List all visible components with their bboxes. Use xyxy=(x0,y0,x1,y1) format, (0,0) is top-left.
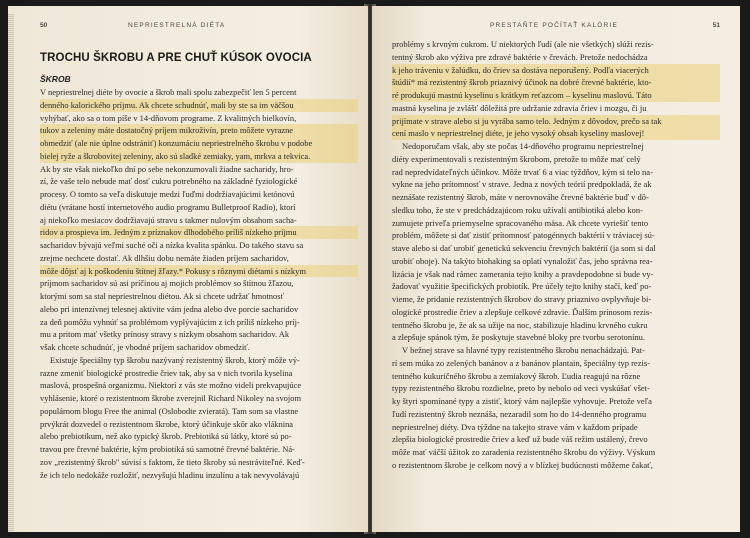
text-line: vykne na jeho prítomnosť v strave. Jedna z nových teórií predpokladá, že ak xyxy=(392,179,652,190)
text-line: tentného kukuričného škrobu a zemiakový škrob. Ľudia reagujú na rôzne xyxy=(392,370,641,381)
text-line: žadovať využitie špecifických probiotík. Pre účely tejto knihy stačí, keď po- xyxy=(392,281,652,292)
text-line: tentného škrobu je, že ak sa užije na noc, stabilizuje hladinu krvného cukru xyxy=(392,319,648,330)
section-title: ŠKROB xyxy=(40,74,71,84)
text-line: razne zmeniť biologické prostredie čriev tak, aby sa v nich tvorila kyselina xyxy=(40,367,293,378)
running-head-title-left: NEPRIESTRELNÁ DIÉTA xyxy=(128,22,226,29)
text-line: ologické prostredie čriev a zlepšuje celkové zdravie. Ďalším prínosom rezis- xyxy=(392,306,653,317)
page-number-left: 50 xyxy=(40,22,48,29)
page-edge xyxy=(8,14,14,532)
left-running-head xyxy=(40,22,358,36)
text-line: k jeho tráveniu v žalúdku, do čriev sa dostáva neporušený. Podľa viacerých xyxy=(392,64,720,77)
text-line: prvýkrát dozvedel o rezistentnom škrobe, ktorý účinkuje skôr ako vláknina xyxy=(40,418,294,429)
text-line: ky štyri spomínané typy a zistiť, ktorý vám najlepšie vyhovuje. Pretože veľa xyxy=(392,396,652,406)
text-line: vyhlásenie, ktoré o rezistentnom škrobe zverejnil Richard Nikoley na svojom xyxy=(40,393,302,403)
text-line: môže dôjsť aj k poškodeniu štítnej žľazy.* Pokusy s rôznymi diétami s nízkym xyxy=(40,265,358,278)
text-line: lizácia je však nad rámec zamerania tejto knihy a pravdepodobne si bude vy- xyxy=(392,268,654,279)
text-line: zov „rezistentný škrob" súvisí s faktom, že tieto škroby sú nestráviteľné. Keď- xyxy=(40,456,305,467)
text-line: o rezistentnom škrobe je celkom nový a v blízkej budúcnosti môžeme čakať, xyxy=(392,459,653,470)
text-line: zlepšia biologické prostredie čriev a keď už bude váš režim ustálený, črevo xyxy=(392,434,648,445)
text-line: sacharidov bývajú veľmi suché oči a nízka kvalita spánku. Do takého stavu sa xyxy=(40,240,304,250)
left-body-text xyxy=(40,86,358,481)
text-line: štúdií* má rezistentný škrob priaznivý účinok na dobré črevné baktérie, kto- xyxy=(392,76,720,89)
left-page xyxy=(8,6,368,532)
text-line: aj niekoľko mesiacov dodržiavajú stravu s takmer nulovým obsahom sachа- xyxy=(40,214,297,225)
text-line: môže mať väčší úžitok zo zaradenia rezistentného škrobu do výživy. Výskum xyxy=(392,447,656,457)
right-running-head xyxy=(392,22,720,36)
text-line: alebo pri intenzívnej telesnej aktivite vám jedna alebo dve porcie sacharidov xyxy=(40,303,299,314)
page-number-right: 51 xyxy=(712,22,720,29)
text-line: rad nepredvídateľných účinkov. Môže trvať 6 a viac týždňov, kým si telo na- xyxy=(392,166,653,177)
running-head-title-right: PRESTAŇTE POČÍTAŤ KALÓRIE xyxy=(490,22,618,29)
text-line: rí sem múka zo zelených banánov a z banánov plantain, špeciálny typ rezis- xyxy=(392,357,650,368)
text-line: tentný škrob ako výživa pre zdravé baktérie v črevách. Pretože nedochádza xyxy=(392,51,648,62)
text-line: že ich telo nedokáže rozložiť, nezvyšujú hladinu inzulínu a tak nevyvolávajú xyxy=(40,469,300,480)
text-line: mu a pritom mať všetky prínosy stravy s nízkym obsahom sacharidov. Ak xyxy=(40,329,290,340)
text-line: sledku toho, že ste v predchádzajúcom roku užívali antibiotiká alebo kon- xyxy=(392,204,643,215)
text-line: urobiť oboje). Na takýto biohaking sa oplatí vynaložiť čas, jeho správna rea- xyxy=(392,255,653,266)
text-line: Nedoporučam však, aby ste počas 14-dňového programu nepriestrelnej xyxy=(402,141,644,151)
text-line: typy rezistentného škrobu rozdielne, preto by nebolo od veci vyskúšať všet- xyxy=(392,383,650,394)
text-line: za deň pomôžu vyhnúť sa problémom vyplývajúcim z ich príliš nízkeho príj- xyxy=(40,316,300,327)
right-body-text xyxy=(392,38,720,472)
text-line: maslová, prospešná organizmu. Niektorí z vás ste možno videli prekvapujúce xyxy=(40,380,302,391)
text-line: ktorými som sa stal nepriestrelnou diétou. Ak si chcete udržať hmotnosť xyxy=(40,291,285,301)
text-line: diéty experimentovali s rezistentným škrobom, pretože to môže mať celý xyxy=(392,153,641,164)
text-line: neznášate rezistentný škrob, máte v nerovnováhe črevné baktérie buď v dô- xyxy=(392,192,649,202)
right-page xyxy=(372,6,740,532)
text-line: Existuje špeciálny typ škrobu nazývaný rezistentný škrob, ktorý môže vý- xyxy=(50,354,300,365)
text-line: vyhýbať, ako sa o tom píše v 14-dňovom programe. Z kvalitných bielkovín, xyxy=(40,112,297,123)
text-line: zrejme nechcete dostať. Ak dlhšiu dobu nemáte žiaden príjem sacharidov, xyxy=(40,252,289,263)
text-line: procesy. O tomto sa veľa diskutuje medzi ľuďmi dodržiavajúcimi ketónovú xyxy=(40,189,295,199)
text-line: prijímate v strave alebo si ju vyrába samo telo. Jedným z dôvodov, prečo sa tak xyxy=(392,115,720,128)
text-line: populárnom blogu Free the animal (Oslobodte zvieratá). Tam som sa vlastne xyxy=(40,405,299,416)
text-line: bielej ryže a škrobovitej zeleniny, ako sú sladké zemiaky, yam, mrkva a tekvica. xyxy=(40,150,358,163)
text-line: ľudí rezistentný škrob neznáša, nezaradil som ho do 14-denného programu xyxy=(392,408,647,419)
text-line: travou pre črevné baktérie, kým probiotiká sú samotné črevné baktérie. Ná- xyxy=(40,444,295,454)
text-line: vieme, že pridanie rezistentných škrobov do stravy priaznivo ovplyvňuje bi- xyxy=(392,294,652,304)
text-line: diétu (vrátane hostí internetového audio programu Bulletproof Radio), ktorí xyxy=(40,201,296,212)
text-line: tukov a zeleniny máte dostatočný príjem mikroživín, preto môžete vyrazne xyxy=(40,124,358,137)
text-line: alebo prebiotikum, než ako typický škrob. Prebiotiká sú látky, ktoré sú po- xyxy=(40,431,292,442)
text-line: cení maslo v nepriestrelnej diéte, je jeho vysoký obsah kyseliny maslovej! xyxy=(392,127,720,140)
text-line: ré produkujú mastnú kyselinu s krátkym reťazcom – kyselinu maslovú. Táto xyxy=(392,89,720,102)
text-line: obmedziť (ale nie úplne odstrániť) konzumáciu nepriestrelného škrobu v podobe xyxy=(40,137,358,150)
text-line: stave alebo si dať urobiť genetickú sekvenciu črevných baktérií (ja som si dal xyxy=(392,243,656,253)
text-line: problém, môžete si dať zistiť prítomnosť patogénnych baktérií v tráviacej sú- xyxy=(392,230,655,241)
text-line: príjmom sacharidov sú asi príčinou aj mojich problémov so štítnou žľazou, xyxy=(40,278,294,289)
text-line: mastná kyselina je zvlášť dôležitá pre udržanie zdravia čriev i mozgu, či ju xyxy=(392,102,647,113)
text-line: zí, že vaše telo nebude mať dosť cukru potrebného na základné fyziologické xyxy=(40,176,298,187)
text-line: zumujete priveľa priemyselne spracovaného mäsa. Ak chcete vyriešiť tento xyxy=(392,217,649,228)
chapter-title: TROCHU ŠKROBU A PRE CHUŤ KÚSOK OVOCIA xyxy=(40,52,312,64)
text-line: ridov a prospieva im. Jedným z príznakov dlhodobého príliš nízkeho príjmu xyxy=(40,226,358,239)
text-line: V nepriestrelnej diéte by ovocie a škrob mali spolu zabezpečiť len 5 percent xyxy=(40,87,297,97)
text-line: denného kalorického príjmu. Ak chcete schudnúť, mali by ste sa im väčšou xyxy=(40,99,358,112)
text-line: nepriestrelnej diéty. Dva týždne na takejto strave vám v každom prípade xyxy=(392,421,638,432)
text-line: problémy s krvným cukrom. U niektorých ľudí (ale nie všetkých) slúži rezis- xyxy=(392,39,654,49)
text-line: však chcete schudnúť, je vhodné príjem sacharidov obmedziť. xyxy=(40,342,250,352)
text-line: a zlepšuje spánok tým, že poskytuje stavebné bloky pre tvorbu serotonínu. xyxy=(392,332,646,343)
text-line: V bežnej strave sa hlavné typy rezistentného škrobu nenachádzajú. Pat- xyxy=(402,345,645,355)
text-line: Ak by ste však niekoľko dní po sebe nekonzumovali žiadne sacharidy, hro- xyxy=(40,163,294,174)
